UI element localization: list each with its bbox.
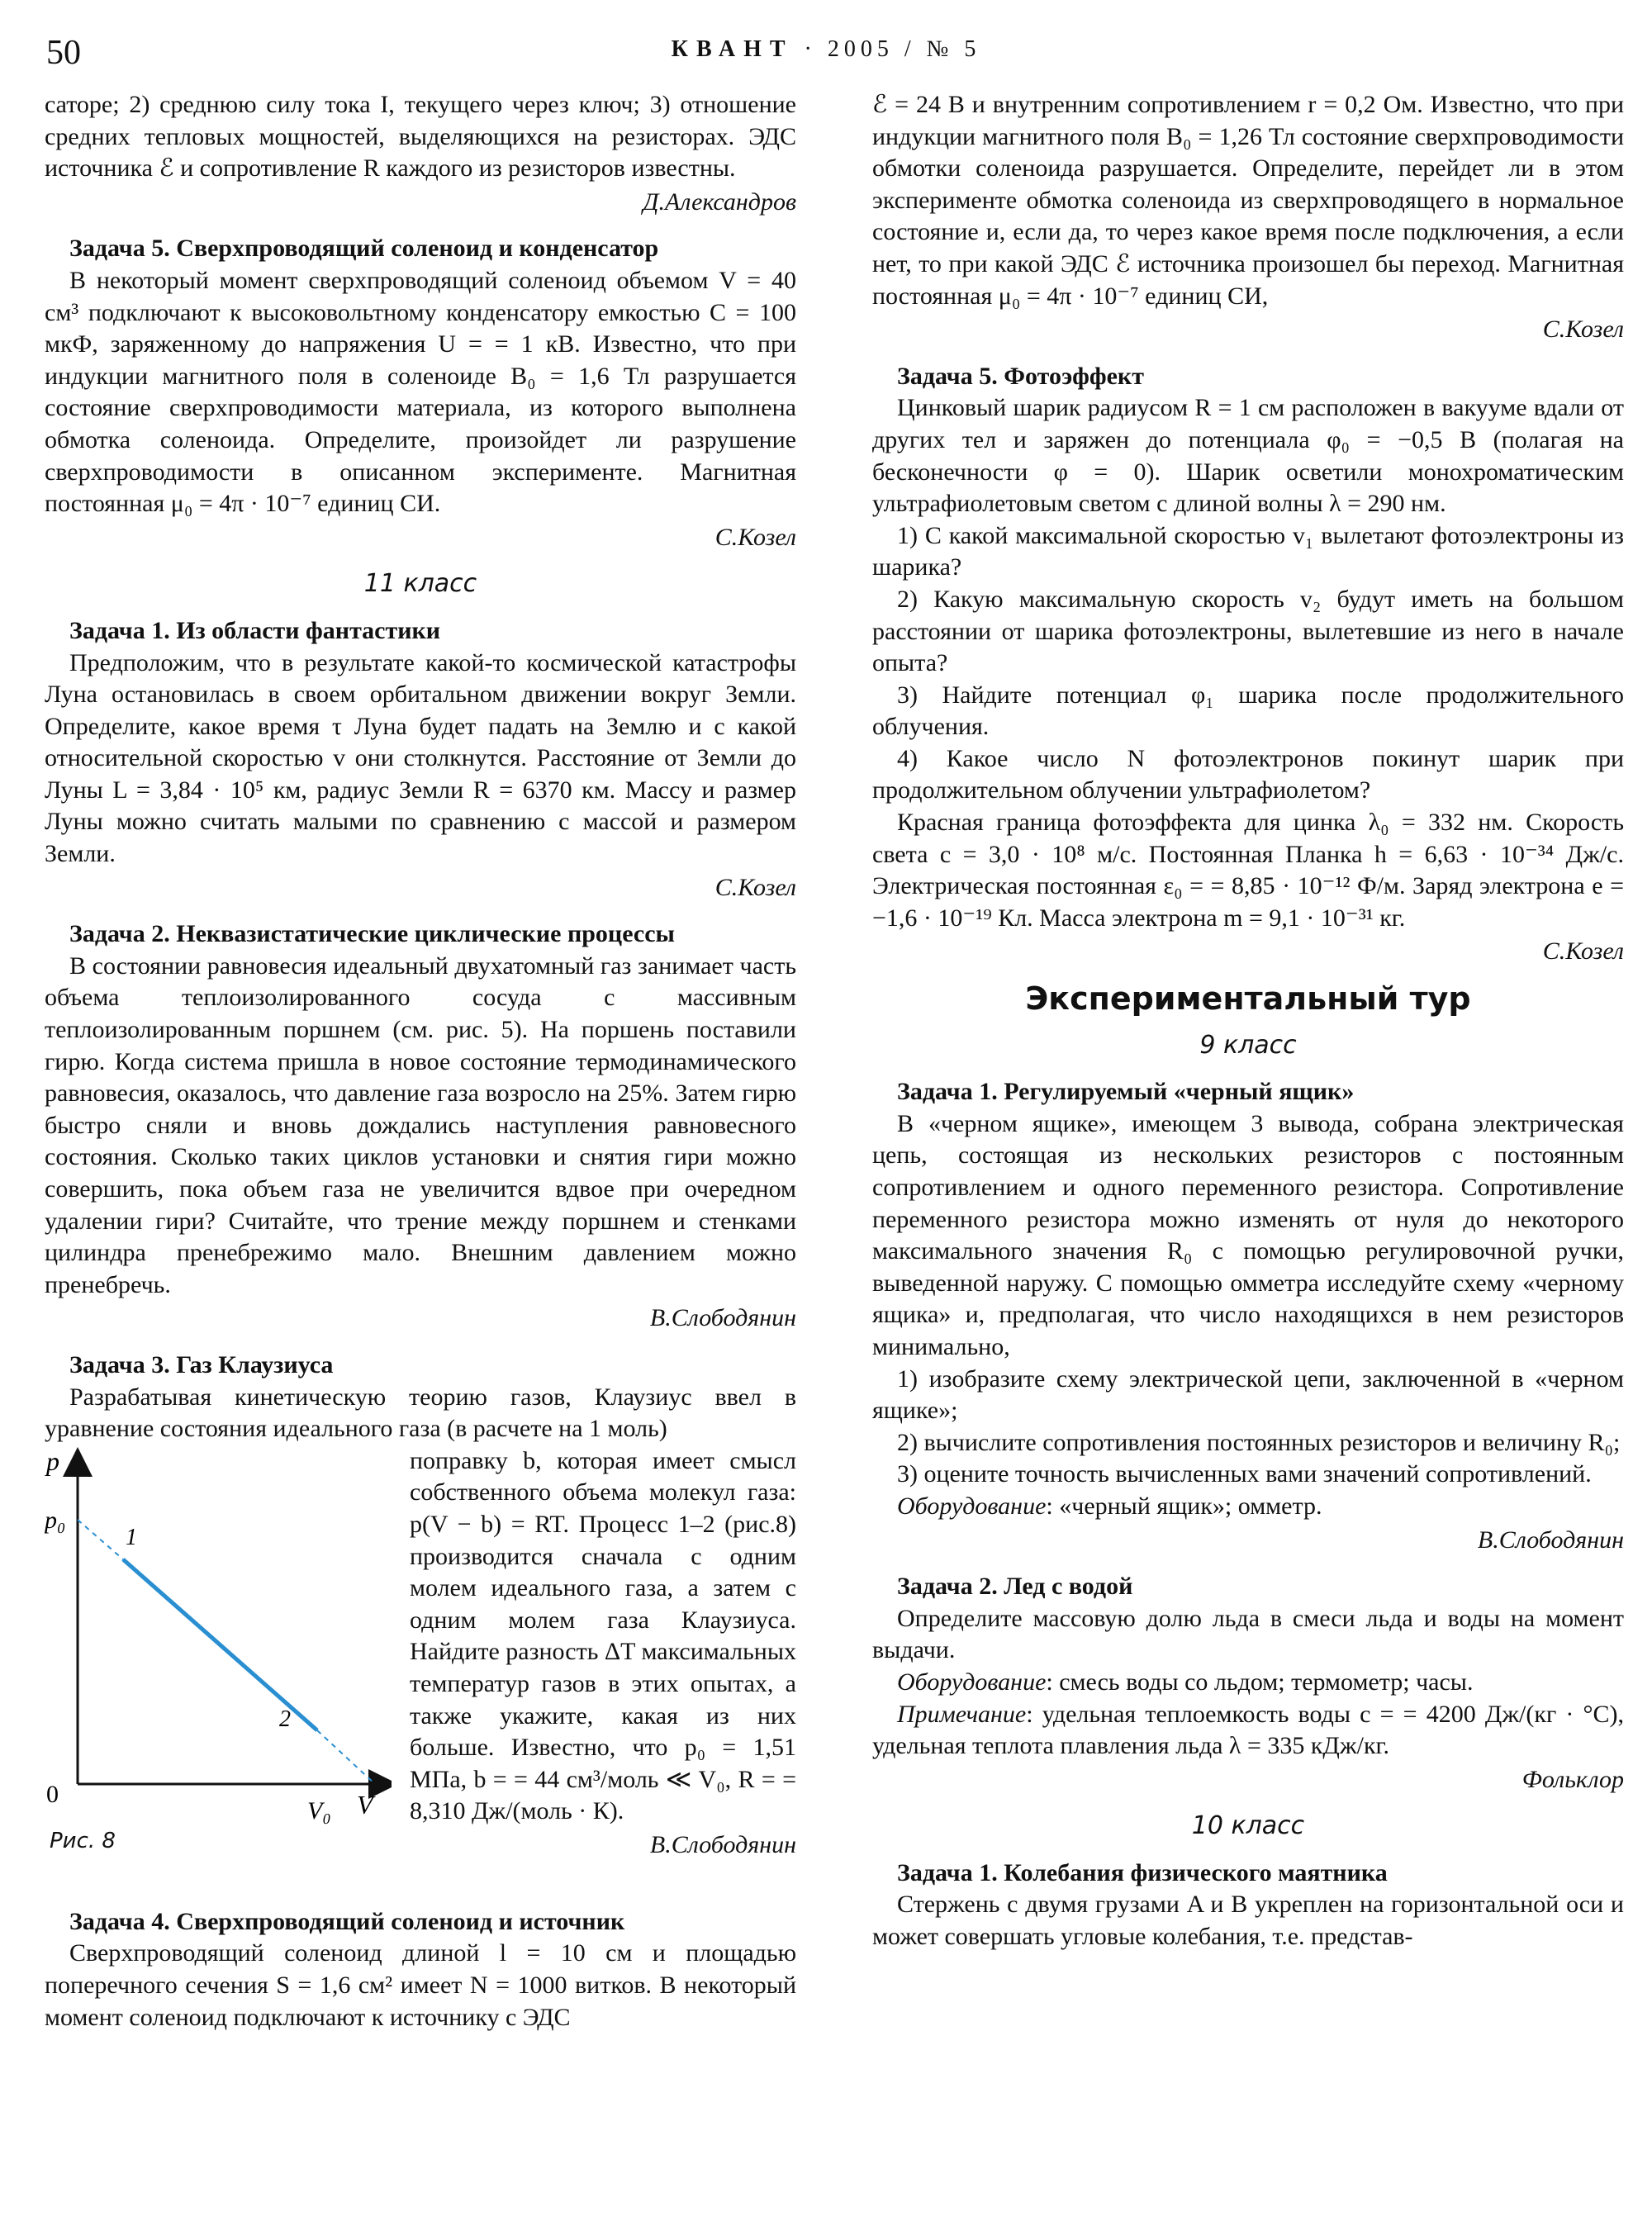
task-title: Задача 1. Регулируемый «черный ящик» [897,1078,1355,1106]
task-title: Задача 2. Лед с водой [897,1573,1133,1601]
task-text: Цинковый шарик радиусом R = 1 см расположен в вакууме вдали от других тел и заряжен до потенциала φ₀ = −0,5 В (полагая на бесконечности φ = 0). Шарик осветили монохроматическим ультрафиолетовым светом с длиной волны λ = 290 нм. [872,394,1624,518]
note-line [872,1699,1624,1763]
p-axis-label: p [46,1445,59,1476]
dashed-extension-top [78,1520,123,1559]
question-item: 1) С какой максимальной скоростью v₁ вылетают фотоэлектроны из шарика? [872,521,1624,581]
author: Д.Александров [643,187,796,216]
task-text: В «черном ящике», имеющем 3 вывода, собрана электрическая цепь, состоящая из нескольких резисторов с постоянным сопротивлением и одного переменного резистора. Сопротивление переменного резистора можно изменять от нуля до некоторого максимального значения R₀ с помощью регулировочной ручки, выведенной наружу. С помощью омметра исследуйте схему «черному ящика» и, предполагая, что число находящихся в нем резисторов минимально, [872,1109,1624,1360]
v0-label: V₀ [307,1796,331,1825]
task-title: Задача 5. Фотоэффект [897,362,1144,390]
figure-block [45,1445,796,1891]
equipment-label: Оборудование [897,1492,1047,1520]
origin-label: 0 [46,1780,59,1808]
paragraph-continued: ℰ = 24 В и внутренним сопротивлением r = 0,2 Ом. Известно, что при индукции магнитного поля B₀ = 1,26 Тл состояние сверхпроводимости обмотки соленоида разрушается. Определите, перейдет ли в этом эксперименте обмотка соленоида из сверхпроводящего в нормальное состояние и, если да, то через какое время после подключения, а если нет, то при какой ЭДС ℰ источника произошел бы переход. Магнитная постоянная μ₀ = 4π · 10⁻⁷ единиц СИ, [872,91,1624,310]
figure-side-text [410,1445,796,1872]
question-item: 4) Какое число N фотоэлектронов покинут шарик при продолжительном облучении ультрафиолетом? [872,744,1624,804]
author: С.Козел [714,523,796,551]
task-title: Задача 5. Сверхпроводящий соленоид и конденсатор [69,235,659,263]
paragraph-continued: саторе; 2) среднюю силу тока I, текущего через ключ; 3) отношение средних тепловых мощностей, выделяющихся на резисторах. ЭДС источника ℰ и сопротивление R каждого из резисторов известны. [45,91,796,183]
constants-text: Красная граница фотоэффекта для цинка λ₀ = 332 нм. Скорость света c = 3,0 · 10⁸ м/с. Постоянная Планка h = 6,63 · 10⁻³⁴ Дж/с. Электрическая постоянная ε₀ = = 8,85 · 10⁻¹² Ф/м. Заряд электрона e = −1,6 · 10⁻¹⁹ Кл. Масса электрона m = 9,1 · 10⁻³¹ кг. [872,809,1624,932]
point-1-label: 1 [126,1524,137,1550]
task-text: Разрабатывая кинетическую теорию газов, Клаузиус ввел в уравнение состояния идеального газа (в расчете на 1 моль) [45,1383,796,1443]
task-title: Задача 2. Неквазистатические циклические процессы [69,920,675,948]
grade-heading: 9 класс [1199,1030,1297,1060]
task-text: Предположим, что в результате какой-то космической катастрофы Луна остановилась в своем орбитальном движении вокруг Земли. Определите, какое время τ Луна будет падать на Землю и с какой относительной скоростью v они столкнутся. Расстояние от Земли до Луны L = 3,84 · 10⁵ км, радиус Земли R = 6370 км. Массу и размер Луны можно считать малыми по сравнению с массой и размером Земли. [45,648,796,868]
issue-label: · 2005 / № 5 [804,36,981,62]
dashed-extension-bottom [317,1730,375,1784]
task-text: Сверхпроводящий соленоид длиной l = 10 см и площадью поперечного сечения S = 1,6 см² имеет N = 1000 витков. В некоторый момент соленоид подключают к источнику с ЭДС [45,1939,796,2031]
task-title: Задача 3. Газ Клаузиуса [69,1350,334,1378]
note-label: Примечание [897,1700,1027,1728]
question-item: 2) Какую максимальную скорость v₂ будут иметь на большом расстоянии от шарика фотоэлектроны, вылетевшие из него в начале опыта? [872,585,1624,677]
author: С.Козел [1542,316,1624,344]
author: В.Слободянин [649,1830,796,1858]
page-number: 50 [46,34,81,72]
question-item: 1) изобразите схему электрической цепи, заключенной в «черном ящике»; [872,1364,1624,1425]
equipment-line [872,1491,1624,1523]
task-title: Задача 1. Из области фантастики [69,616,441,644]
author: С.Козел [714,873,796,901]
left-column [45,89,796,2033]
grade-heading: 11 класс [363,569,477,599]
running-header [0,36,1652,63]
process-line-1-2 [123,1559,317,1730]
equipment-text: : «черный ящик»; омметр. [1046,1492,1322,1520]
author: Фольклор [1521,1765,1624,1793]
grade-heading: 10 класс [1191,1811,1305,1841]
author: С.Козел [1542,937,1624,966]
figure-caption: Рис. 8 [50,1828,116,1853]
question-item: 3) оцените точность вычисленных вами значений сопротивлений. [897,1460,1592,1488]
author: В.Слободянин [1477,1526,1624,1554]
task-text: В некоторый момент сверхпроводящий соленоид объемом V = 40 см³ подключают к высоковольтному конденсатору емкостью C = 100 мкФ, заряженному до напряжения U = = 1 кВ. Известно, что при индукции магнитного поля в соленоиде B₀ = 1,6 Тл разрушается состояние сверхпроводимости материала, из которого выполнена обмотка соленоида. Определите, произойдет ли разрушение сверхпроводимости в описанном эксперименте. Магнитная постоянная μ₀ = 4π · 10⁻⁷ единиц СИ. [45,266,796,518]
equipment-line [872,1667,1624,1699]
task-text: В состоянии равновесия идеальный двухатомный газ занимает часть объема теплоизолированного сосуда с массивным теплоизолированным поршнем (см. рис. 5). На поршень поставили гирю. Когда система пришла в новое состояние термодинамического равновесия, оказалось, что давление газа возросло на 25%. Затем гирю быстро сняли и вновь дождались наступления равновесного состояния. Сколько таких циклов установки и снятия гири можно совершить, пока объем газа не увеличится вдвое при очередном удалении гири? Считайте, что трение между поршнем и стенками цилиндра пренебрежимо мало. Внешним давлением можно пренебречь. [45,951,796,1298]
task-text: Стержень с двумя грузами A и B укреплен на горизонтальной оси и может совершать угловые колебания, т.е. представ- [872,1891,1624,1951]
figure-8-diagram [45,1445,392,1867]
author: В.Слободянин [649,1304,796,1332]
right-column [872,89,1624,1953]
task-title: Задача 1. Колебания физического маятника [897,1858,1388,1886]
task-text: поправку b, которая имеет смысл собственного объема молекул газа: p(V − b) = RT. Процесс 1–2 (рис.8) производится сначала с одним молем идеального газа, а затем с одним молем газа Клаузиуса. Найдите разность ΔT максимальных температур газов в этих опытах, а также укажите, какая из них больше. Известно, что p₀ = 1,51 МПа, b = = 44 см³/моль ≪ V₀, R = = 8,310 Дж/(моль · К). [410,1446,796,1825]
point-2-label: 2 [279,1706,291,1732]
task-title: Задача 4. Сверхпроводящий соленоид и источник [69,1907,625,1935]
task-text: Определите массовую долю льда в смеси льда и воды на момент выдачи. [872,1604,1624,1664]
p0-label: p₀ [45,1506,66,1534]
v-axis-label: V [357,1789,373,1820]
equipment-text: : смесь воды со льдом; термометр; часы. [1046,1668,1474,1696]
note-text: : удельная теплоемкость воды c = = 4200 Дж/(кг · °С), удельная теплота плавления льда λ = 335 кДж/кг. [872,1700,1624,1760]
question-item: 2) вычислите сопротивления постоянных резисторов и величину R₀; [897,1428,1621,1456]
question-item: 3) Найдите потенциал φ₁ шарика после продолжительного облучения. [872,681,1624,741]
section-heading: Экспериментальный тур [1025,980,1471,1018]
equipment-label: Оборудование [897,1668,1047,1696]
magazine-title: КВАНТ [671,36,794,62]
